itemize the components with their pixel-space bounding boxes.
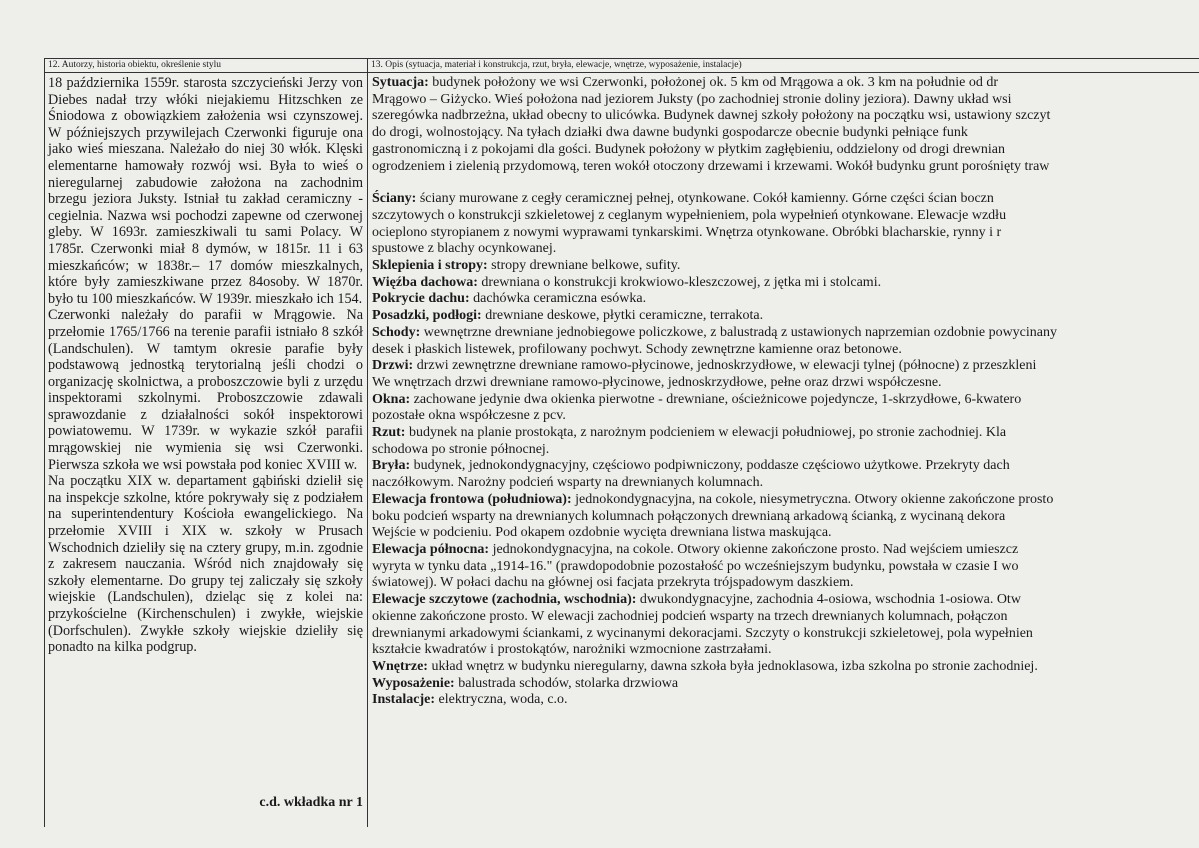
entry-label: Instalacje: <box>372 692 435 708</box>
entry-text: dachówka ceramiczna esówka. <box>469 291 647 307</box>
entry-label: Więźba dachowa: <box>372 274 478 290</box>
entry-text: drewniane deskowe, płytki ceramiczne, terrakota. <box>481 308 764 324</box>
text-line <box>372 275 1199 292</box>
section-text: budynek położony we wsi Czerwonki, położonej ok. 5 km od Mrągowa a ok. 3 km na południe od dr <box>428 75 999 90</box>
entry-label: Posadzki, podłogi: <box>372 308 482 324</box>
section-label: Sytuacja: <box>372 75 429 90</box>
history-column <box>45 59 368 827</box>
history-paragraph-3: Na początku XIX w. departament gąbiński dzielił się na inspekcje szkolne, które pokrywały się z podziałem na superintendentury Kościoła ewangelickiego. Na przełomie XVIII i XIX w. szkoły w Prusach Wschodnich dzieliły się na cztery grupy, m.in. zgodnie z zakresem nauczania. Wśród nich znajdowały się szkoły elementarne. Do grupy tej zaliczały się szkoły wiejskie (Landschulen), dzieląc się z kolei na: przykościelne (Kirchenschulen) i zwykłe, wiejskie (Dorfschulen). Zwykłe szkoły wiejskie dzieliły się ponadto na kilka podgrup. <box>48 473 363 656</box>
text-line <box>372 425 1199 442</box>
text-line: drewnianymi arkadowymi ściankami, z wycinanymi dekoracjami. Szczyty o konstrukcji szkieletowej, pola wypełnien <box>372 625 1033 641</box>
form-frame <box>44 58 1199 827</box>
entry-label: Rzut: <box>372 425 406 441</box>
description-entry <box>372 592 1199 659</box>
entry-text: układ wnętrz w budynku nieregularny, dawna szkoła była jednoklasowa, izba szkolna po stronie zachodniej. <box>427 658 1038 674</box>
section-sciany <box>372 191 1199 258</box>
description-entry <box>372 392 1199 425</box>
entry-text: stropy drewniane belkowe, sufity. <box>487 258 681 274</box>
history-paragraph-1: 18 października 1559r. starosta szczycieński Jerzy von Diebes nadał trzy włóki niejakiemu Hitzschken ze Śniodowa z obowiązkiem założenia wsi czynszowej. W późniejszych przywilejach Czerwonki figuruje ona jako wieś mieszana. Należało do niej 30 włók. Klęski elementarne hamowały rozwój wsi. Była to wieś o nieregularnej zabudowie założona na zachodnim brzegu jeziora Juksty. Istniał tu zakład ceramiczny - cegielnia. Nazwa wsi pochodzi zapewne od czerwonej gleby. W 1693r. zamieszkiwali tu sami Polacy. W 1785r. Czerwonki miał 8 dymów, w 1815r. 11 i 63 mieszkańców; w 1838r.– 17 domów mieszkalnych, które były zamieszkiwane przez 84osoby. W 1870r. było tu 100 mieszkańców. W 1939r. mieszkało ich 154. <box>48 75 363 307</box>
text-line: szczytowych o konstrukcji szkieletowej z ceglanym wypełnieniem, pola wypełnień otynkowane. Elewacje wzdłu <box>372 207 1007 223</box>
text-line <box>372 358 1199 375</box>
text-line: We wnętrzach drzwi drewniane ramowo-płycinowe, jednoskrzydłowe, pełne oraz drzwi współczesne. <box>372 374 942 390</box>
text-line <box>372 659 1199 676</box>
description-column <box>368 59 1199 827</box>
entry-text: drzwi zewnętrzne drewniane ramowo-płycinowe, jednoskrzydłowe, w elewacji tylnej (północne) z przeszkleni <box>413 358 1037 374</box>
description-entry <box>372 692 1199 709</box>
description-header: 13. Opis (sytuacja, materiał i konstrukcja, rzut, bryła, elewacje, wnętrze, wyposażenie, instalacje) <box>368 59 1199 73</box>
entry-label: Wnętrze: <box>372 658 428 674</box>
section-sytuacja <box>372 75 1199 175</box>
description-entry <box>372 425 1199 458</box>
description-entry <box>372 676 1199 693</box>
section-label: Ściany: <box>372 191 417 207</box>
text-line: okienne zakończone prosto. W elewacji zachodniej podcień wsparty na trzech drewnianych kolumnach, połączon <box>372 608 1008 624</box>
text-line <box>372 191 1199 208</box>
text-line <box>372 542 1199 559</box>
text-line <box>372 458 1199 475</box>
text-line <box>372 692 1199 709</box>
text-line <box>372 325 1199 342</box>
description-entry <box>372 358 1199 391</box>
text-line <box>372 75 1199 92</box>
entry-text: jednokondygnacyjna, na cokole. Otwory okienne zakończone prosto. Nad wejściem umieszcz <box>489 541 1019 557</box>
entry-label: Elewacje szczytowe (zachodnia, wschodnia): <box>372 592 637 608</box>
entry-label: Wyposażenie: <box>372 675 455 691</box>
text-line: ocieplono styropianem z nowymi wyprawami tynkarskimi. Wnętrza otynkowane. Obróbki blacharskie, rynny i r <box>372 224 1002 240</box>
description-entry <box>372 258 1199 275</box>
history-text <box>45 73 367 656</box>
text-line <box>372 492 1199 509</box>
text-line: naczółkowym. Narożny podcień wsparty na drewnianych kolumnach. <box>372 475 764 491</box>
entry-text: balustrada schodów, stolarka drzwiowa <box>454 675 679 691</box>
text-line: schodowa po stronie północnej. <box>372 441 550 457</box>
entry-text: budynek na planie prostokąta, z narożnym podcieniem w elewacji południowej, po stronie zachodniej. Kla <box>405 425 1007 441</box>
description-entry <box>372 492 1199 542</box>
text-line: kształcie kwadratów i prostokątów, narożniki wzmocnione zastrzałami. <box>372 642 772 658</box>
text-line <box>372 592 1199 609</box>
text-line <box>372 308 1199 325</box>
section-text: ściany murowane z cegły ceramicznej pełnej, otynkowane. Cokół kamienny. Górne części ścian boczn <box>416 191 994 207</box>
entry-text: drewniana o konstrukcji krokwiowo-kleszczowej, z jętka mi i stolcami. <box>477 274 882 290</box>
entry-text: elektryczna, woda, c.o. <box>435 692 568 708</box>
description-entry <box>372 659 1199 676</box>
entry-label: Okna: <box>372 391 411 407</box>
description-entries <box>372 258 1199 709</box>
entry-label: Schody: <box>372 324 421 340</box>
description-entry <box>372 458 1199 491</box>
entry-text: wewnętrzne drewniane jednobiegowe policzkowe, z balustradą z ustawionych naprzemian ozdobnie powycinany <box>420 324 1057 340</box>
history-header: 12. Autorzy, historia obiektu, określenie stylu <box>45 59 367 73</box>
text-line: Wejście w podcieniu. Pod okapem ozdobnie wycięta drewniana listwa maskująca. <box>372 525 832 541</box>
continuation-note: c.d. wkładka nr 1 <box>259 795 363 810</box>
text-line <box>372 291 1199 308</box>
entry-label: Sklepienia i stropy: <box>372 258 488 274</box>
entry-label: Drzwi: <box>372 358 414 374</box>
entry-label: Elewacja frontowa (południowa): <box>372 491 572 507</box>
text-line <box>372 676 1199 693</box>
description-text <box>368 73 1199 709</box>
text-line: pozostałe okna współczesne z pcv. <box>372 408 566 424</box>
entry-text: zachowane jedynie dwa okienka pierwotne - drewniane, ościeżnicowe pojedyncze, 1-skrzydłowe, 6-kwatero <box>410 391 1022 407</box>
description-entry <box>372 308 1199 325</box>
description-entry <box>372 542 1199 592</box>
text-line: boku podcień wsparty na drewnianych kolumnach połączonych drewnianą arkadową ścianką, z wycinaną dekora <box>372 508 1006 524</box>
entry-label: Pokrycie dachu: <box>372 291 470 307</box>
text-line: spustowe z blachy ocynkowanej. <box>372 241 557 257</box>
text-line <box>372 392 1199 409</box>
entry-label: Elewacja północna: <box>372 541 490 557</box>
history-paragraph-2: Czerwonki należały do parafii w Mrągowie. Na przełomie 1765/1766 na terenie parafii istniało 8 szkół (Landschulen). W tamtym okresie parafie były podstawową jednostką terytorialną jeśli chodzi o organizację skolnictwa, a proboszczowie byli z urzędu inspektorami szkolnymi. Proboszczowie zdawali sprawozdanie z działalności sokół inspektorowi powiatowemu. W 1739r. w wykazie szkół parafii mrągowskiej nie wymienia się wsi Czerwonki. Pierwsza szkoła we wsi powstała pod koniec XVIII w. <box>48 307 363 473</box>
entry-label: Bryła: <box>372 458 411 474</box>
text-line: do drogi, wolnostojący. Na tyłach działki dwa dawne budynki gospodarcze obecnie budynki pełniące funk <box>372 125 968 141</box>
text-line: desek i płaskich listewek, profilowany pochwyt. Schody zewnętrzne kamienne oraz betonowe. <box>372 341 902 357</box>
description-entry <box>372 291 1199 308</box>
entry-text: budynek, jednokondygnacyjny, częściowo podpiwniczony, poddasze częściowo użytkowe. Przekryty dach <box>410 458 1010 474</box>
text-line: gastronomiczną i z pokojami dla gości. Budynek położony w płytkim zagłębieniu, oddzielony od drogi drewnian <box>372 141 1005 157</box>
description-entry <box>372 275 1199 292</box>
text-line: szeregówka nadbrzeżna, układ obecny to ulicówka. Budynek dawnej szkoły położony na początku wsi, ustawiony szczyt <box>372 108 1051 124</box>
text-line: ogrodzeniem i zielenią przydomową, teren wokół otoczony drzewami i krzewami. Wokół budynku grunt porośnięty traw <box>372 158 1050 174</box>
description-entry <box>372 325 1199 358</box>
text-line: światowej). W połaci dachu na głównej osi facjata przekryta trójspadowym daszkiem. <box>372 575 854 591</box>
text-line <box>372 258 1199 275</box>
entry-text: dwukondygnacyjne, zachodnia 4-osiowa, wschodnia 1-osiowa. Otw <box>636 592 1021 608</box>
text-line: Mrągowo – Giżycko. Wieś położona nad jeziorem Juksty (po zachodniej stronie doliny jeziora). Dawny układ wsi <box>372 91 1012 107</box>
entry-text: jednokondygnacyjna, na cokole, niesymetryczna. Otwory okienne zakończone prosto <box>571 491 1054 507</box>
text-line: wyryta w tynku data „1914-16." (prawdopodobnie pozostałość po wcześniejszym budynku, powstała w czasie I wo <box>372 558 1019 574</box>
